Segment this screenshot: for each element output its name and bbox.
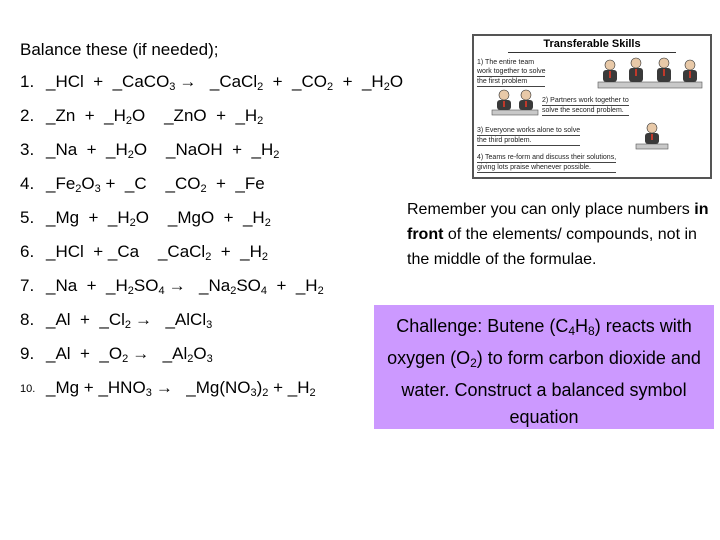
equation-text: _HCl + _CaCO$_3$ → _CaCl$_2$ + $\_CO_2$ + $\_H_2O$ <box>46 72 404 93</box>
remember-note <box>407 197 712 272</box>
skills-step-2-line: 2) Partners work together to <box>542 97 629 104</box>
arrow-icon: → <box>135 310 153 329</box>
arrow-icon: → <box>155 378 173 397</box>
challenge-text: H <box>575 316 589 336</box>
equation-number: 7. <box>20 276 35 295</box>
skills-title-underline <box>508 52 676 53</box>
arrow-icon: → <box>132 344 150 363</box>
worksheet-title: Balance these (if needed); <box>20 40 219 59</box>
equation-text: _Mg + $\_H_2O$ _MgO + $\_H_2$ <box>46 208 271 229</box>
pair-illustration <box>490 88 540 122</box>
equation-text: $\_Fe_2O_3$ + _C $\_CO_2$ + _Fe <box>46 174 265 195</box>
equation-number: 4. <box>20 174 35 193</box>
equation-number: 10. <box>20 383 36 395</box>
equation-text: _Mg + $\_HNO_3$ → $\_Mg(NO_3)_2$ + $\_H_2$ <box>46 378 316 399</box>
challenge-text: ) reacts with oxygen (O <box>387 316 692 368</box>
skills-step-2-line: solve the second problem. <box>542 106 629 116</box>
skills-step-4-line: giving lots praise whenever possible. <box>477 163 616 173</box>
equation-number: 2. <box>20 106 35 125</box>
skills-title: Transferable Skills <box>543 38 641 50</box>
skills-step-3 <box>477 126 580 146</box>
equation-number: 5. <box>20 208 35 227</box>
remember-emphasis: in front <box>407 201 709 243</box>
challenge-text: Challenge: Butene (C <box>396 316 569 336</box>
challenge-subscript: 2 <box>470 356 477 370</box>
equation-number: 1. <box>20 72 35 91</box>
solo-illustration <box>634 120 670 154</box>
arrow-icon: → <box>168 276 186 295</box>
equation-text: _HCl + _Ca _CaCl$_2$ + $\_H_2$ <box>46 242 269 263</box>
skills-step-3-line: the third problem. <box>477 136 580 146</box>
challenge-text: ) to form carbon dioxide and water. Construct a balanced symbol equation <box>401 348 701 427</box>
skills-step-4 <box>477 153 616 173</box>
skills-step-1-line: 1) The entire team <box>477 59 535 66</box>
skills-step-2 <box>542 96 629 116</box>
challenge-box <box>374 305 714 429</box>
skills-step-1-line: work together to solve <box>477 68 546 75</box>
equation-number: 3. <box>20 140 35 159</box>
equation-number: 8. <box>20 310 35 329</box>
challenge-subscript: 8 <box>588 324 595 338</box>
transferable-skills-panel <box>472 34 712 179</box>
equation-text: _Na + $\_H_2O$ _NaOH + $\_H_2$ <box>46 140 280 161</box>
skills-step-1-line: the first problem <box>477 77 545 87</box>
skills-step-4-line: 4) Teams re-form and discuss their solutions, <box>477 154 617 161</box>
equation-number: 9. <box>20 344 35 363</box>
team-table-illustration <box>592 56 708 96</box>
challenge-subscript: 4 <box>568 324 576 338</box>
remember-text-end: of the elements/ compounds, not in the middle of the formulae. <box>407 226 697 268</box>
equation-number: 6. <box>20 242 35 261</box>
arrow-icon: → <box>179 72 197 91</box>
equation-text: _Al + $\_Cl_2$ → _AlCl$_3$ <box>46 310 213 331</box>
remember-text: Remember you can only place numbers <box>407 201 695 218</box>
equation-text: _Na + $\_H_2SO_4$ → $\_Na_2SO_4$ + $\_H_2$ <box>46 276 324 297</box>
equation-text: _Zn + $\_H_2O$ _ZnO + $\_H_2$ <box>46 106 264 127</box>
skills-step-1 <box>477 58 545 87</box>
equation-text: _Al + $\_O_2$ → $\_Al_2O_3$ <box>46 344 213 365</box>
skills-step-3-line: 3) Everyone works alone to solve <box>477 127 581 134</box>
